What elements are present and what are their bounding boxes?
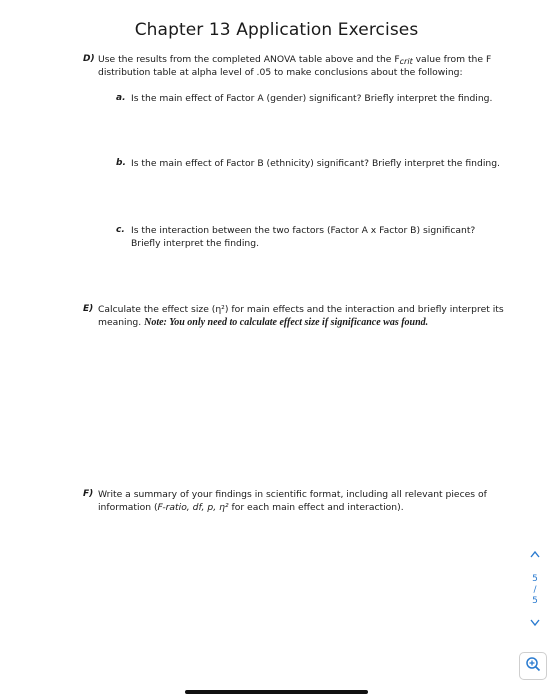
section-f-line2 xyxy=(98,501,518,514)
item-b-marker: b. xyxy=(116,158,126,168)
section-d-line1 xyxy=(98,53,498,66)
home-indicator[interactable] xyxy=(185,690,368,694)
section-d-text-after: value from the F xyxy=(412,54,492,65)
item-c-text xyxy=(131,224,511,250)
page-total: 5 xyxy=(532,596,538,606)
zoom-in-button[interactable] xyxy=(519,652,547,680)
page-navigator xyxy=(525,548,545,629)
section-d-line2: distribution table at alpha level of .05 to make conclusions about the following: xyxy=(98,67,463,78)
section-e-line1: Calculate the effect size (η²) for main effects and the interaction and briefly interpret its xyxy=(98,304,504,315)
item-c-line1: Is the interaction between the two factors (Factor A x Factor B) significant? xyxy=(131,225,476,236)
zoom-in-icon xyxy=(525,656,541,677)
item-a-marker: a. xyxy=(116,93,126,103)
item-b-text: Is the main effect of Factor B (ethnicity) significant? Briefly interpret the finding. xyxy=(131,158,500,169)
section-d-text-before: Use the results from the completed ANOVA table above and the F xyxy=(98,54,400,65)
section-e-marker: E) xyxy=(83,304,94,314)
section-e-text xyxy=(98,303,518,329)
section-d-text xyxy=(98,53,498,79)
item-c-marker: c. xyxy=(116,225,125,235)
section-e-line2 xyxy=(98,316,518,329)
section-e-note: Note: You only need to calculate effect size if significance was found. xyxy=(144,317,429,328)
chevron-down-icon[interactable] xyxy=(530,617,540,629)
fcrit-label: crit xyxy=(399,57,413,66)
section-f-lead: information ( xyxy=(98,502,158,513)
section-f-text xyxy=(98,488,518,514)
section-f-tail: for each main effect and interaction). xyxy=(228,502,404,513)
page-separator: / xyxy=(533,585,537,595)
page-current: 5 xyxy=(532,574,538,584)
section-d-marker: D) xyxy=(83,54,95,64)
section-f-italic-terms: F-ratio, df, p, η² xyxy=(157,502,229,513)
section-f-marker: F) xyxy=(83,489,94,499)
item-a-text: Is the main effect of Factor A (gender) significant? Briefly interpret the finding. xyxy=(131,93,493,104)
chevron-up-icon[interactable] xyxy=(530,548,540,560)
page-title: Chapter 13 Application Exercises xyxy=(134,20,419,40)
section-e-lead: meaning. xyxy=(98,317,145,328)
section-f-line1: Write a summary of your findings in scientific format, including all relevant pieces of xyxy=(98,489,487,500)
item-c-line2: Briefly interpret the finding. xyxy=(131,238,259,249)
